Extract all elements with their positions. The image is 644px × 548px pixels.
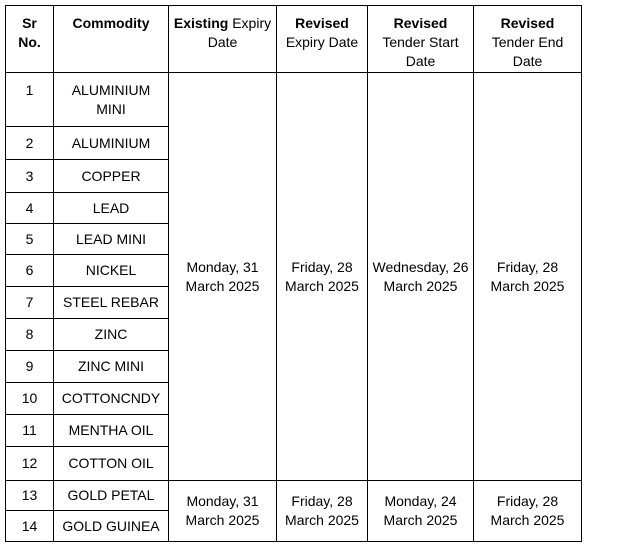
sr-cell: 3 [6,160,54,193]
header-existing-expiry: Existing Expiry Date [169,6,277,73]
revised-expiry-cell: Friday, 28 March 2025 [277,481,368,542]
sr-cell: 9 [6,351,54,383]
expiry-date-table [5,5,582,542]
sr-cell: 14 [6,511,54,542]
sr-cell: 5 [6,224,54,255]
commodity-cell: COTTON OIL [54,447,169,481]
commodity-cell: LEAD MINI [54,224,169,255]
commodity-cell: MENTHA OIL [54,415,169,447]
existing-expiry-cell: Monday, 31 March 2025 [169,73,277,481]
sr-cell: 8 [6,319,54,351]
existing-expiry-cell: Monday, 31 March 2025 [169,481,277,542]
header-row [6,6,582,73]
commodity-cell: ZINC MINI [54,351,169,383]
commodity-cell: ZINC [54,319,169,351]
sr-cell: 4 [6,193,54,224]
sr-cell: 2 [6,127,54,160]
sr-cell: 12 [6,447,54,481]
header-commodity: Commodity [54,6,169,73]
header-revised-expiry: Revised Expiry Date [277,6,368,73]
header-revised-tender-end: Revised Tender End Date [474,6,582,73]
sr-cell: 1 [6,73,54,127]
commodity-cell: GOLD GUINEA [54,511,169,542]
sr-cell: 10 [6,383,54,415]
commodity-cell: STEEL REBAR [54,287,169,319]
revised-expiry-cell: Friday, 28 March 2025 [277,73,368,481]
revised-tender-start-cell: Wednesday, 26 March 2025 [368,73,474,481]
revised-tender-start-cell: Monday, 24 March 2025 [368,481,474,542]
commodity-cell: ALUMINIUM MINI [54,73,169,127]
sr-cell: 6 [6,255,54,287]
commodity-cell: GOLD PETAL [54,481,169,511]
sr-cell: 11 [6,415,54,447]
commodity-cell: NICKEL [54,255,169,287]
sr-cell: 7 [6,287,54,319]
commodity-cell: COTTONCNDY [54,383,169,415]
commodity-cell: LEAD [54,193,169,224]
commodity-cell: ALUMINIUM [54,127,169,160]
table-row [6,73,582,127]
revised-tender-end-cell: Friday, 28 March 2025 [474,73,582,481]
revised-tender-end-cell: Friday, 28 March 2025 [474,481,582,542]
header-revised-tender-start: Revised Tender Start Date [368,6,474,73]
sr-cell: 13 [6,481,54,511]
header-sr-no: Sr No. [6,6,54,73]
table-row [6,481,582,511]
commodity-cell: COPPER [54,160,169,193]
